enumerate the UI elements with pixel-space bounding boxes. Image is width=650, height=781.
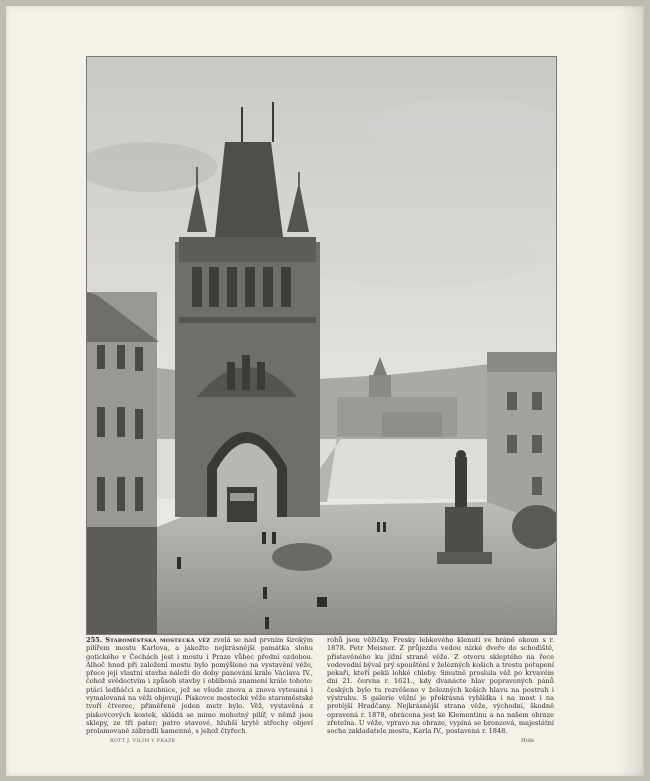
photo-caption (86, 636, 555, 736)
caption-right-text: rohů jsou věžičky. Fresky lebkového klenutí ve bráně okoun s r. 1878. Petr Meisner. Z průjezdu vedou nízké dveře do schodiště, přístavěného ku jižní straně věže. Z otvoru skleptého na řece vodovodní býval prý spouštění v železných koších a trestu potupení pekaři, kteří pekli lehké chleby. Smutně proslula věž po krvavém dni 21. června r. 1621., kdy dvanácte hlav popravených pánů českých bylo tu rozvěšeno v železných koších hlavu na postruh i výstrahu. S galerie věžní je překrásná vyhlídka i na most i na protější Hradčany. Nejkrásnější strana věže, východní, škodně opravená r. 1878, obrácena jest ke Klementinu a na našem obraze zřetelna. U věže, vpravo na obraze, vypíná se bronzová, majestátní socha zakladatele mostu, Karla IV., postavená r. 1848. (327, 636, 554, 736)
tower-photograph (86, 56, 557, 635)
caption-title: Staroměstská mostecká věž (105, 636, 211, 644)
caption-left-text: zvolá se nad prvním širokým pilířem mostu Karlova, a jakožto nejkrásnější památka slohu gotického v Čechách jest i mostu i Praze vůbec přední ozdobou. Alhoč hned při založení mostu bylo pomýšleno na vystavění věže, přece její vlastní stavba náleží do doby panování krále Václava IV., čehož svědectvím i způsob stavby i oblíbená znamení krále tohoto: ptáci ledňáčci a lazebnice, jež se všude znova a znova vytesaná i vymalovaná na věži objevují. Pískovce mostecké věže staroměstské tvoří čtverec, přiměřeně jeden metr bylo. Věž, vystavěná z pískovcových kostek, skládá se mimo mohutný pilíř, v němž jsou sklepy, ze tří pater; patro stavové, hlubší krytě střechy objeví prolamovaně zábradlí kamenné, s jehož čtyřech (86, 636, 313, 736)
caption-column-right (327, 636, 554, 736)
caption-column-left (86, 636, 313, 736)
printer-imprint: ROTT J. VILÍM V PRAZE (110, 739, 176, 744)
photo-illustration (87, 57, 556, 634)
caption-number: 255. (86, 636, 103, 644)
page-edge-shadow (618, 6, 644, 776)
signature: Hole (521, 738, 535, 744)
